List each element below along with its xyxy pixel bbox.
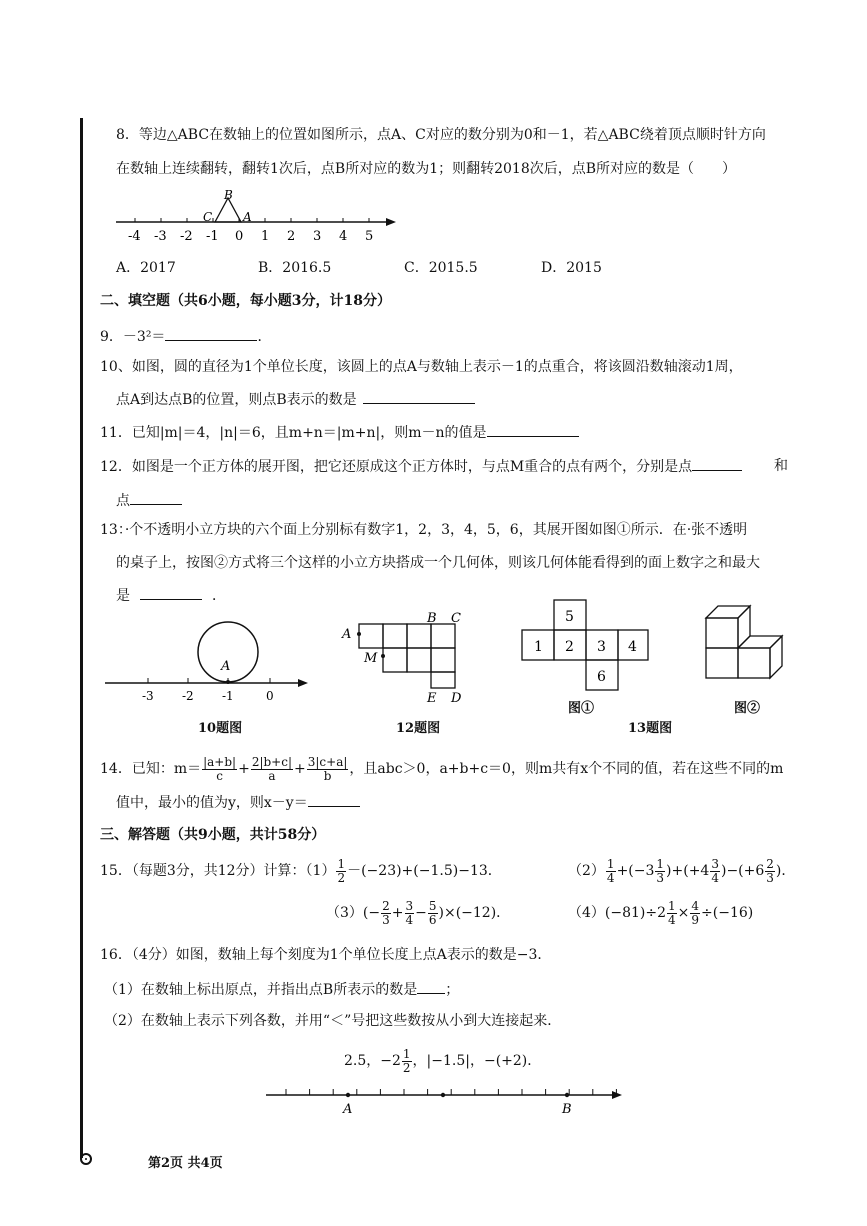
section3-title: 三、解答题（共9小题，共计58分） [100,827,326,843]
figure-13-net [518,598,650,694]
fig10-point-a: A [221,659,231,674]
q8-tick-label: 5 [365,229,374,244]
q11-text: 11．已知|m|＝4，|n|＝6，且m+n＝|m+n|，则m－n的值是 [100,425,487,441]
q8-tick-label: 2 [287,229,296,244]
q13-line2: 的桌子上，按图②方式将三个这样的小立方块搭成一个几何体，则该几何体能看得到的面上数字之和最大 [116,555,760,571]
q8-number-line [110,188,400,248]
net-face-5: 5 [565,609,574,625]
fig10-tick-m3: -3 [142,689,154,703]
q8-tick-label: -4 [128,229,141,244]
q13-tail: ． [212,588,226,604]
q15-part3-label: （3） [326,905,363,921]
q11-blank[interactable] [487,424,579,437]
q13-line1: 13：·个不透明小立方块的六个面上分别标有数字1，2，3，4，5，6，其展开图如图①所示．在·张不透明 [100,522,748,538]
q12-blank2[interactable] [130,492,182,505]
q8-tick-label: 1 [261,229,270,244]
q16-number-line [260,1082,630,1122]
q16-sub1 [104,981,459,998]
q15-part4-tail: ÷(−16) [701,905,754,921]
q8-tick-label: 0 [235,229,244,244]
q13-blank[interactable] [140,587,202,600]
figure-13-cubes [700,600,790,684]
q13-line3-text: 是 [116,588,130,604]
q10-line1: 10、如图，圆的直径为1个单位长度，该圆上的点A与数轴上表示－1的点重合，将该圆沿数轴滚动1周， [100,359,743,375]
fig13-caption-2: 图② [734,701,761,716]
q14-rest: ，且abc＞0，a+b+c＝0，则m共有x个不同的值，若在这些不同的m [349,761,784,777]
fig10-tick-0: 0 [266,689,274,703]
section2-title: 二、填空题（共6小题，每小题3分，计18分） [100,293,391,309]
q14-frac1-num: |a+b| [203,754,237,769]
fig13-caption: 13题图 [628,721,673,736]
q12-blank1[interactable] [692,458,742,471]
q8-tick-label: 3 [313,229,322,244]
q16-numbers-b: ，|−1.5|，−(+2)． [412,1053,542,1069]
fig13-caption-1: 图① [568,701,595,716]
q9-text: 9．－3²＝ [100,329,166,345]
q13-line3 [116,587,226,604]
q9-tail: ． [257,329,272,345]
q15-prefix: 15．（每题3分，共12分）计算：（1） [100,863,336,879]
q16-sub1-text: （1）在数轴上标出原点，并指出点B所表示的数是 [104,982,418,998]
q10-line2 [116,391,475,408]
q8-tick-label: -1 [206,229,219,244]
figure-10 [100,618,315,708]
q16-sub2: （2）在数轴上表示下列各数，并用“＜”号把这些数按从小到大连接起来． [104,1013,562,1029]
net-face-2: 2 [565,639,574,655]
q12-line2 [116,492,182,509]
q8-option-a: A．2017 [116,260,176,276]
q15-part1-expr: －(−23)+(−1.5)−13． [347,863,502,879]
q14-frac3-num: 3|c+a| [307,754,348,769]
fig12-point-a: A [342,627,352,642]
q9 [100,328,271,345]
q15-part4: （4）(−81)÷2 $\frac{1}{4}$ × $\frac{4}{9}$ ÷(−16) [568,898,754,927]
fig12-point-d: D [451,691,462,706]
q8-label-c: C [203,210,213,224]
fig10-tick-m1: -1 [222,689,234,703]
q15-part2: （2） $\frac{1}{4}$ +(−3 $\frac{1}{3}$ )+(+4 $\frac{3}{4}$ )−(+6 $\frac{2}{3}$ )． [568,856,796,885]
q8-option-c: C．2015.5 [404,260,478,276]
q16-numbers-a: 2.5，−2 [344,1053,401,1069]
q8-tick-label: -2 [180,229,193,244]
q14-line2-text: 值中，最小的值为y，则x－y＝ [116,795,308,811]
fig12-point-e: E [427,691,437,706]
binding-margin-line [80,118,83,1158]
net-face-1: 1 [534,639,543,655]
fig12-point-m: M [364,651,378,666]
q10-line2-text: 点A到达点B的位置，则点B表示的数是 [116,392,357,408]
q12-line2-text: 点 [116,493,130,509]
q16-line1: 16．（4分）如图，数轴上每个刻度为1个单位长度上点A表示的数是−3． [100,947,552,963]
q8-tick-label: 4 [339,229,348,244]
q8-label-b: B [224,188,233,202]
q8-line2: 在数轴上连续翻转，翻转1次后，点B所对应的数为1；则翻转2018次后，点B所对应的数是（ ） [116,161,737,177]
q9-blank[interactable] [165,328,257,341]
fig10-caption: 10题图 [198,721,243,736]
q16-point-b: B [562,1102,572,1117]
q15-part4-label: （4） [568,905,605,921]
q16-sub1-tail: ； [445,982,460,998]
q16-blank[interactable] [417,981,445,994]
q8-line1: 8．等边△ABC在数轴上的位置如图所示，点A、C对应的数分别为0和－1，若△ABC绕着顶点顺时针方向 [116,127,766,143]
q8-option-b: B．2016.5 [258,260,332,276]
q15-part2-label: （2） [568,863,605,879]
fig12-caption: 12题图 [396,721,441,736]
q14-blank[interactable] [308,794,360,807]
q11 [100,424,579,441]
q14-frac1-den: c [216,768,223,783]
q14-frac3-den: b [323,768,332,783]
q16-numbers: 2.5，−2 $\frac{1}{2}$ ，|−1.5|，−(+2)． [344,1046,542,1075]
q14-line2 [116,794,360,811]
q15-part1: 15．（每题3分，共12分）计算：（1） $\frac{1}{2}$ －(−23)+(−1.5)−13． [100,856,502,885]
fig12-point-c: C [451,611,461,626]
q8-label-a: A [243,210,252,224]
q15-part3-tail: )×(−12)． [438,905,511,921]
q14-prefix: 14．已知：m＝ [100,761,202,777]
q12-line1-text: 12．如图是一个正方体的展开图，把它还原成这个正方体时，与点M重合的点有两个，分别是点 [100,459,693,475]
q8-tick-label: -3 [154,229,167,244]
q10-blank[interactable] [363,391,475,404]
net-face-6: 6 [597,669,606,685]
q16-point-a: A [343,1102,353,1117]
net-face-4: 4 [628,639,637,655]
net-face-3: 3 [597,639,606,655]
q14-frac2-num: 2|b+c| [251,754,292,769]
binding-hole-icon [80,1153,92,1165]
fig12-point-b: B [427,611,437,626]
page-footer: 第2页 共4页 [148,1156,223,1171]
q12-line1 [100,458,742,475]
q14-frac2-den: a [268,768,276,783]
q12-line1-tail: 和 [774,458,788,474]
q15-part3: （3）(− $\frac{2}{3}$ + $\frac{3}{4}$ − $\frac{5}{6}$ )×(−12)． [326,898,511,927]
q15-part4-expr: (−81)÷2 [604,905,667,921]
figure-12 [340,608,480,708]
q14-line1: 14．已知：m＝ $\frac{|a+b|}{c}$ + $\frac{2|b+c|}{a}$ + $\frac{3|c+a|}{b}$ ，且abc＞0，a+b+c＝0，则m共有x个不同的值，若在这些不同的m [100,754,784,783]
fig10-tick-m2: -2 [182,689,194,703]
q8-option-d: D．2015 [541,260,602,276]
